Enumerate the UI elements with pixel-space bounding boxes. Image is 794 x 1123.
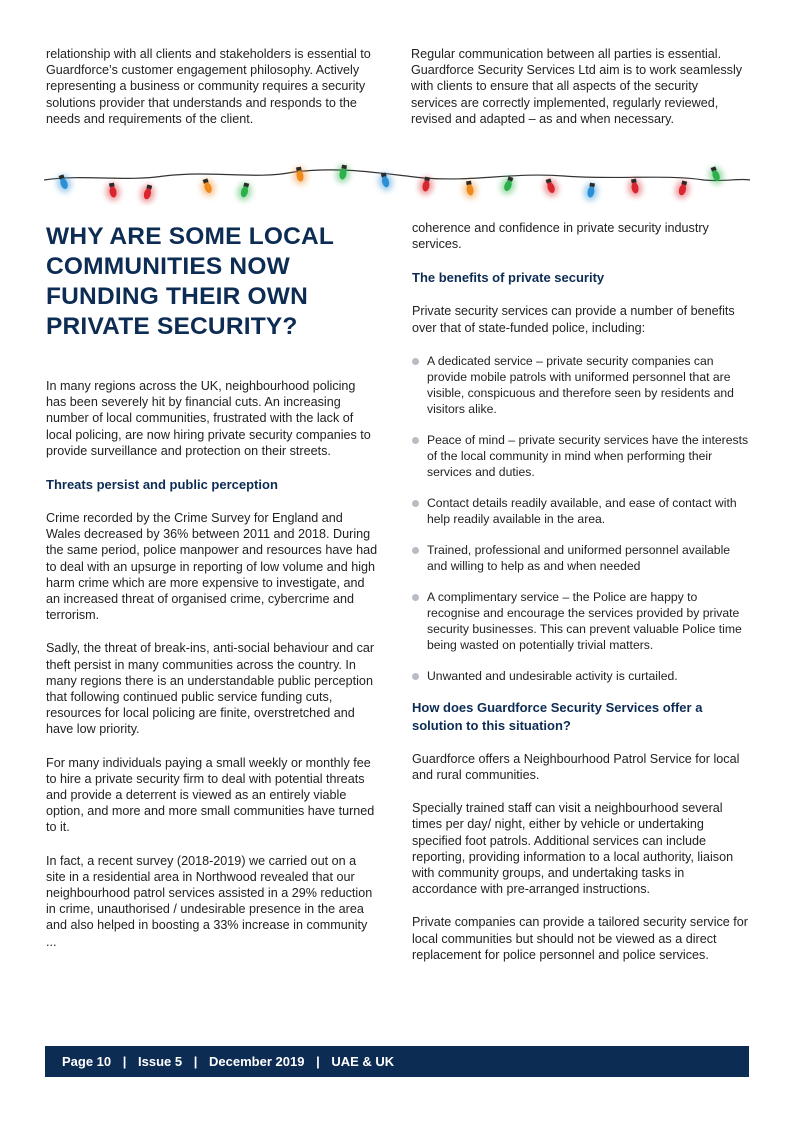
light-bulb-icon [138, 183, 156, 204]
light-bulb-icon [706, 165, 725, 187]
bullet-dot-icon [412, 547, 419, 554]
light-bulb-icon [498, 175, 517, 197]
light-bulb-icon [235, 181, 253, 202]
list-item: Peace of mind – private security services have the interests of the local community in mind when performing their services and duties. [412, 432, 752, 480]
article-headline: WHY ARE SOME LOCAL COMMUNITIES NOW FUNDING THEIR OWN PRIVATE SECURITY? [46, 223, 334, 340]
list-item: Unwanted and undesirable activity is curtailed. [412, 668, 752, 684]
right-column [412, 220, 752, 980]
left-column [46, 222, 378, 967]
bullet-dot-icon [412, 500, 419, 507]
light-bulb-icon [198, 177, 217, 199]
list-item: A complimentary service – the Police are happy to recognise and encourage the services provided by private security businesses. This can prevent valuable Police time being wasted on potentially trivial matters. [412, 589, 752, 653]
list-item: A dedicated service – private security companies can provide mobile patrols with uniformed personnel that are visible, conspicuous and therefore seen by residents and visitors alike. [412, 353, 752, 417]
threats-heading: Threats persist and public perception [46, 477, 278, 493]
solution-paragraph-2: Specially trained staff can visit a neighbourhood several times per day/ night, either by vehicle or undertaking specified foot patrols. Additional services can include reporting, providing information to a local authority, liaison with community groups, and undertaking tasks in accordance with pre-arranged instructions. [412, 801, 734, 897]
top-left-column [46, 46, 374, 144]
footer-separator: | [122, 1054, 127, 1069]
light-bulb-icon [462, 180, 479, 200]
benefits-intro: Private security services can provide a number of benefits over that of state-funded police, including: [412, 304, 735, 335]
footer-region: UAE & UK [331, 1054, 395, 1069]
threat-paragraph: Sadly, the threat of break-ins, anti-social behaviour and car theft persist in many communities across the country. In many regions there is an understandable public perception that following continued public service funding cuts, resources for local policing are finite, overstretched and have low priority. [46, 641, 375, 737]
footer-date: December 2019 [209, 1054, 305, 1069]
bullet-dot-icon [412, 437, 419, 444]
top-left-paragraph: relationship with all clients and stakeholders is essential to Guardforce’s customer engagement philosophy. Actively representing a business or community requires a security solutions provider that understands and responds to the needs and requirements of the client. [46, 47, 371, 126]
light-bulbs [54, 164, 725, 204]
benefits-list [412, 353, 752, 684]
crime-paragraph: Crime recorded by the Crime Survey for England and Wales decreased by 36% between 2011 and 2018. During the same period, police manpower and resources have had to deal with an upsurge in reporting of low volume and high harm crime which are more expensive to investigate, and an increased threat of organised crime, cybercrime and terrorism. [46, 511, 378, 623]
footer-page: Page 10 [62, 1054, 112, 1069]
page-footer [45, 1046, 749, 1077]
list-item: Trained, professional and uniformed personnel available and willing to help as and when needed [412, 542, 752, 574]
string-lights-decoration [44, 160, 750, 206]
intro-paragraph: In many regions across the UK, neighbourhood policing has been severely hit by financial cuts. An increasing number of local communities, frustrated with the lack of local policing, are now hiring private security companies to provide surveillance and protection on their streets. [46, 379, 371, 458]
solution-heading: How does Guardforce Security Services offer a solution to this situation? [412, 699, 703, 733]
fee-paragraph: For many individuals paying a small weekly or monthly fee to hire a private security firm to deal with potential threats and provide a deterrent is viewed as an entirely viable option, and more and more small communities have turned to it. [46, 755, 375, 835]
bullet-dot-icon [412, 358, 419, 365]
light-bulb-icon [583, 182, 600, 202]
light-bulb-icon [335, 164, 352, 184]
benefits-heading: The benefits of private security [412, 270, 605, 286]
footer-separator: | [193, 1054, 198, 1069]
light-wire [44, 170, 750, 181]
list-item: Contact details readily available, and ease of contact with help readily available in the area. [412, 495, 752, 527]
footer-issue: Issue 5 [138, 1054, 183, 1069]
light-bulb-icon [673, 179, 691, 200]
bullet-dot-icon [412, 594, 419, 601]
light-bulb-icon [105, 182, 122, 202]
footer-separator: | [316, 1054, 320, 1069]
light-bulb-icon [292, 166, 309, 186]
light-bulb-icon [54, 173, 73, 195]
light-bulb-icon [627, 178, 644, 198]
solution-paragraph-1: Guardforce offers a Neighbourhood Patrol Service for local and rural communities. [412, 751, 740, 783]
top-right-paragraph: Regular communication between all parties is essential. Guardforce Security Services Ltd aim is to work seamlessly with clients to ensure that all aspects of the security services are correctly implemented, regularly reviewed, revised and adapted – as and when necessary. [411, 47, 743, 126]
continuation-paragraph: coherence and confidence in private security industry services. [412, 221, 709, 252]
solution-paragraph-3: Private companies can provide a tailored security service for local communities but should not be viewed as a direct replacement for police personnel and police services. [412, 915, 748, 962]
survey-paragraph: In fact, a recent survey (2018-2019) we carried out on a site in a residential area in Northwood revealed that our neighbourhood patrol services assisted in a 29% reduction in crime, unauthorised / undesirable presence in the area and also helped in boosting a 33% increase in community ... [46, 853, 373, 949]
bullet-dot-icon [412, 673, 419, 680]
top-right-column [411, 46, 743, 144]
light-bulb-icon [541, 177, 560, 199]
